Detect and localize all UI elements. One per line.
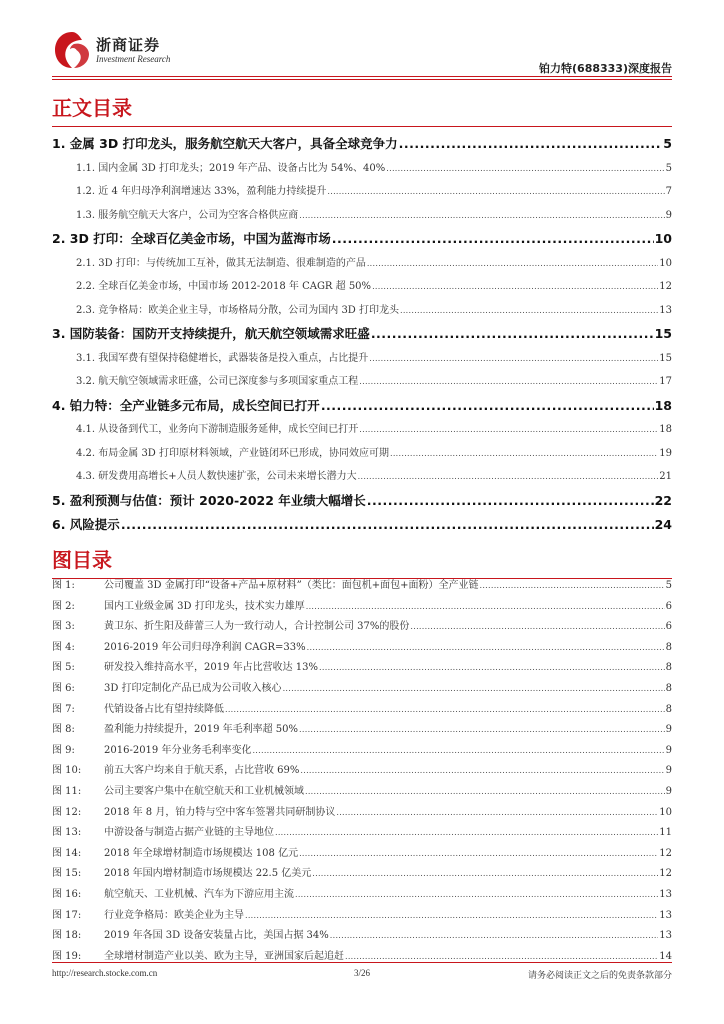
figure-label: 图 14: bbox=[52, 847, 82, 859]
figure-list-entry[interactable] bbox=[52, 597, 672, 618]
toc-heading bbox=[52, 92, 132, 121]
figure-caption: 黄卫东、折生阳及薛蕾三人为一致行动人，合计控制公司 37%的股份 bbox=[104, 621, 410, 633]
figure-entry-page: 8 bbox=[665, 682, 672, 694]
toc-section-entry[interactable] bbox=[52, 442, 672, 466]
figure-label: 图 3: bbox=[52, 621, 75, 633]
toc-heading-text: 正文目录 bbox=[52, 96, 132, 120]
toc-entry-page: 10 bbox=[654, 231, 672, 246]
figure-caption: 盈利能力持续提升，2019 年毛利率超 50% bbox=[104, 724, 299, 736]
toc-entry-title: 1.3. 服务航空航天大客户，公司为空客合格供应商 bbox=[76, 209, 299, 221]
figure-caption: 2018 年国内增材制造市场规模达 22.5 亿美元 bbox=[104, 868, 312, 880]
figure-entry-title bbox=[52, 823, 274, 844]
toc-leader-dots bbox=[371, 322, 654, 347]
toc-section-entry[interactable] bbox=[52, 370, 672, 394]
figure-label: 图 19: bbox=[52, 950, 82, 962]
figure-caption: 公司覆盖 3D 金属打印“设备+产品+原材料”（类比：面包机+面包+面粉）全产业链 bbox=[104, 580, 479, 591]
figure-entry-title bbox=[52, 844, 298, 865]
figure-entry-page: 9 bbox=[665, 744, 672, 756]
figure-label: 图 12: bbox=[52, 806, 82, 818]
figure-list-entry[interactable] bbox=[52, 679, 672, 700]
page-header bbox=[52, 30, 672, 80]
toc-entry-title: 4.1. 从设备到代工，业务向下游制造服务延伸，成长空间已打开 bbox=[76, 424, 359, 435]
toc-entry-title: 2. 3D 打印：全球百亿美金市场，中国为蓝海市场 bbox=[52, 231, 331, 246]
figure-label: 图 7: bbox=[52, 703, 75, 715]
toc-entry-title: 4.3. 研发费用高增长+人员人数快速扩张，公司未来增长潜力大 bbox=[76, 471, 357, 482]
toc-entry-page: 10 bbox=[659, 257, 672, 269]
figure-entry-title bbox=[52, 782, 304, 803]
figure-leader-dots bbox=[299, 720, 665, 741]
figure-entry-page: 13 bbox=[659, 909, 672, 921]
toc-leader-dots bbox=[332, 227, 654, 252]
figure-list-heading bbox=[52, 544, 112, 573]
figure-label: 图 4: bbox=[52, 641, 75, 653]
figure-entry-page: 5 bbox=[665, 580, 672, 591]
toc-entry-title: 2.1. 3D 打印：与传统加工互补，做其无法制造、很难制造的产品 bbox=[76, 257, 366, 269]
toc-section-entry[interactable] bbox=[52, 204, 672, 228]
figure-entry-page: 10 bbox=[659, 806, 672, 818]
figure-caption: 代销设备占比有望持续降低 bbox=[104, 703, 224, 715]
toc-entry-title: 3. 国防装备：国防开支持续提升，航天航空领域需求旺盛 bbox=[52, 326, 370, 341]
figure-list-entry[interactable] bbox=[52, 864, 672, 885]
figure-entry-title bbox=[52, 597, 305, 618]
toc-leader-dots bbox=[358, 465, 659, 489]
figure-entry-title bbox=[52, 803, 335, 824]
figure-list-entry[interactable] bbox=[52, 658, 672, 679]
figure-entry-page: 13 bbox=[659, 930, 672, 942]
toc-entry-title: 1. 金属 3D 打印龙头，服务航空航天大客户，具备全球竞争力 bbox=[52, 136, 398, 151]
toc-entry-title: 1.1. 国内金属 3D 打印龙头；2019 年产品、设备占比为 54%、40% bbox=[76, 162, 386, 174]
toc-entry-page: 12 bbox=[659, 281, 672, 292]
figure-caption: 前五大客户均来自于航天系，占比营收 69% bbox=[104, 765, 300, 777]
toc-section-entry[interactable] bbox=[52, 275, 672, 299]
toc-chapter-entry[interactable] bbox=[52, 513, 672, 538]
figure-list-entry[interactable] bbox=[52, 638, 672, 659]
brand-name-en: Investment Research bbox=[96, 54, 171, 64]
toc-chapter-entry[interactable] bbox=[52, 132, 672, 157]
toc-entry-page: 18 bbox=[659, 424, 672, 435]
toc-entry-page: 15 bbox=[659, 352, 672, 364]
toc-entry-page: 22 bbox=[654, 492, 672, 508]
toc-leader-dots bbox=[121, 513, 654, 538]
toc-section-entry[interactable] bbox=[52, 465, 672, 489]
footer-page-number: 3/26 bbox=[353, 968, 370, 978]
toc-entry-page: 5 bbox=[663, 136, 672, 151]
toc-section-entry[interactable] bbox=[52, 299, 672, 323]
figure-entry-page: 8 bbox=[665, 641, 672, 653]
figure-list-entry[interactable] bbox=[52, 720, 672, 741]
figure-list-entry[interactable] bbox=[52, 741, 672, 762]
figure-leader-dots bbox=[336, 803, 658, 824]
toc-section-entry[interactable] bbox=[52, 157, 672, 181]
figure-entry-page: 14 bbox=[659, 950, 672, 962]
figure-leader-dots bbox=[319, 658, 665, 679]
figure-entry-page: 6 bbox=[665, 600, 672, 612]
figure-entry-page: 12 bbox=[659, 868, 672, 880]
toc-leader-dots bbox=[299, 204, 664, 228]
figure-entry-title bbox=[52, 761, 299, 782]
figure-label: 图 17: bbox=[52, 909, 82, 921]
figure-label: 图 15: bbox=[52, 868, 82, 880]
figure-list-entry[interactable] bbox=[52, 761, 672, 782]
toc-entry-page: 13 bbox=[659, 304, 672, 316]
figure-list-entry[interactable] bbox=[52, 782, 672, 803]
figure-entry-title bbox=[52, 700, 224, 721]
toc-leader-dots bbox=[327, 180, 664, 204]
figure-list-entry[interactable] bbox=[52, 803, 672, 824]
toc-leader-dots bbox=[372, 275, 658, 299]
figure-caption: 研发投入维持高水平，2019 年占比营收达 13% bbox=[104, 662, 319, 674]
figure-caption: 全球增材制造产业以美、欧为主导，亚洲国家后起追赶 bbox=[104, 950, 344, 962]
figure-list-entry[interactable] bbox=[52, 576, 672, 597]
figure-list-entry[interactable] bbox=[52, 844, 672, 865]
figure-entry-title bbox=[52, 864, 311, 885]
figure-entry-title bbox=[52, 741, 251, 762]
figure-entry-title bbox=[52, 885, 294, 906]
figure-label: 图 11: bbox=[52, 785, 82, 797]
figure-leader-dots bbox=[225, 700, 665, 721]
figure-caption: 公司主要客户集中在航空航天和工业机械领域 bbox=[104, 785, 304, 797]
toc-entry-page: 17 bbox=[659, 376, 672, 387]
figure-label: 图 16: bbox=[52, 888, 82, 900]
figure-label: 图 9: bbox=[52, 744, 75, 756]
figure-list-heading-text: 图目录 bbox=[52, 548, 112, 572]
figure-entry-page: 9 bbox=[665, 765, 672, 777]
figure-caption: 中游设备与制造占据产业链的主导地位 bbox=[104, 827, 274, 839]
figure-label: 图 18: bbox=[52, 930, 82, 942]
toc-chapter-entry[interactable] bbox=[52, 489, 672, 514]
figure-entry-title bbox=[52, 926, 329, 947]
figure-entry-title bbox=[52, 617, 409, 638]
figure-entry-title bbox=[52, 576, 478, 597]
report-title: 铂力特(688333)深度报告 bbox=[539, 62, 672, 75]
figure-entry-page: 8 bbox=[665, 703, 672, 715]
figure-caption: 国内工业级金属 3D 打印龙头，技术实力雄厚 bbox=[104, 600, 305, 612]
toc-list bbox=[52, 132, 672, 538]
brand-name-cn: 浙商证券 bbox=[96, 36, 161, 54]
figure-leader-dots bbox=[312, 864, 658, 885]
toc-entry-title: 6. 风险提示 bbox=[52, 517, 120, 532]
toc-leader-dots bbox=[399, 132, 663, 157]
toc-section-entry[interactable] bbox=[52, 180, 672, 204]
toc-entry-title: 1.2. 近 4 年归母净利润增速达 33%，盈利能力持续提升 bbox=[76, 186, 327, 197]
figure-caption: 2018 年全球增材制造市场规模达 108 亿元 bbox=[104, 847, 299, 859]
toc-entry-title: 3.2. 航天航空领域需求旺盛，公司已深度参与多项国家重点工程 bbox=[76, 376, 359, 387]
toc-leader-dots bbox=[367, 489, 654, 514]
figure-caption: 航空航天、工业机械、汽车为下游应用主流 bbox=[104, 888, 294, 900]
figure-leader-dots bbox=[252, 741, 664, 762]
figure-entry-page: 11 bbox=[659, 827, 672, 839]
header-divider bbox=[52, 76, 672, 77]
figure-caption: 2016-2019 年分业务毛利率变化 bbox=[104, 744, 252, 756]
figure-entry-title bbox=[52, 638, 306, 659]
figure-list-entry[interactable] bbox=[52, 947, 672, 968]
toc-entry-title: 4. 铂力特：全产业链多元布局，成长空间已打开 bbox=[52, 397, 320, 413]
toc-entry-title: 2.2. 全球百亿美金市场，中国市场 2012-2018 年 CAGR 超 50% bbox=[76, 281, 372, 292]
toc-entry-page: 9 bbox=[665, 209, 672, 221]
figure-leader-dots bbox=[410, 617, 664, 638]
figure-leader-dots bbox=[283, 679, 665, 700]
toc-entry-title: 4.2. 布局金属 3D 打印原材料领域，产业链闭环已形成，协同效应可期 bbox=[76, 447, 389, 459]
toc-entry-page: 19 bbox=[659, 447, 672, 459]
footer-divider bbox=[52, 962, 672, 963]
figure-list bbox=[52, 576, 672, 967]
figure-entry-page: 12 bbox=[659, 847, 672, 859]
toc-leader-dots bbox=[359, 370, 658, 394]
figure-label: 图 10: bbox=[52, 765, 82, 777]
figure-entry-title bbox=[52, 720, 298, 741]
header-divider-thin bbox=[52, 79, 672, 80]
figure-leader-dots bbox=[479, 576, 664, 597]
figure-caption: 2018 年 8 月，铂力特与空中客车签署共同研制协议 bbox=[104, 806, 336, 818]
figure-caption: 2016-2019 年公司归母净利润 CAGR=33% bbox=[104, 641, 306, 653]
figure-label: 图 6: bbox=[52, 682, 75, 694]
figure-leader-dots bbox=[300, 761, 664, 782]
figure-entry-page: 9 bbox=[665, 724, 672, 736]
toc-chapter-entry[interactable] bbox=[52, 227, 672, 252]
figure-caption: 行业竞争格局：欧美企业为主导 bbox=[104, 909, 244, 921]
figure-entry-title bbox=[52, 679, 282, 700]
toc-entry-title: 2.3. 竞争格局：欧美企业主导，市场格局分散，公司为国内 3D 打印龙头 bbox=[76, 304, 399, 316]
toc-entry-page: 24 bbox=[654, 517, 672, 532]
figure-label: 图 5: bbox=[52, 662, 75, 674]
toc-leader-dots bbox=[367, 252, 658, 276]
figure-leader-dots bbox=[295, 885, 658, 906]
figure-list-entry[interactable] bbox=[52, 926, 672, 947]
figure-entry-title bbox=[52, 906, 244, 927]
figure-leader-dots bbox=[345, 947, 658, 968]
toc-entry-page: 5 bbox=[665, 162, 672, 174]
figure-list-entry[interactable] bbox=[52, 617, 672, 638]
toc-entry-page: 18 bbox=[654, 397, 672, 413]
figure-entry-title bbox=[52, 658, 318, 679]
figure-list-entry[interactable] bbox=[52, 700, 672, 721]
figure-leader-dots bbox=[275, 823, 658, 844]
figure-list-entry[interactable] bbox=[52, 885, 672, 906]
toc-entry-page: 15 bbox=[654, 326, 672, 341]
figure-entry-page: 13 bbox=[659, 888, 672, 900]
figure-entry-title bbox=[52, 947, 344, 968]
toc-leader-dots bbox=[359, 418, 658, 442]
figure-leader-dots bbox=[306, 597, 665, 618]
toc-leader-dots bbox=[369, 347, 658, 371]
figure-label: 图 2: bbox=[52, 600, 75, 612]
figure-leader-dots bbox=[245, 906, 658, 927]
toc-leader-dots bbox=[400, 299, 658, 323]
toc-leader-dots bbox=[386, 157, 664, 181]
toc-entry-page: 21 bbox=[659, 471, 672, 482]
figure-entry-page: 6 bbox=[665, 621, 672, 633]
figure-leader-dots bbox=[299, 844, 658, 865]
figure-leader-dots bbox=[305, 782, 665, 803]
toc-entry-title: 5. 盈利预测与估值：预计 2020-2022 年业绩大幅增长 bbox=[52, 492, 366, 508]
figure-list-entry[interactable] bbox=[52, 823, 672, 844]
figure-leader-dots bbox=[330, 926, 658, 947]
footer-disclaimer: 请务必阅读正文之后的免责条款部分 bbox=[527, 971, 672, 981]
figure-caption: 2019 年各国 3D 设备安装量占比，美国占据 34% bbox=[104, 930, 329, 942]
toc-heading-underline bbox=[52, 126, 672, 127]
figure-label: 图 13: bbox=[52, 827, 82, 839]
toc-leader-dots bbox=[321, 394, 654, 419]
toc-entry-page: 7 bbox=[665, 186, 672, 197]
footer-url[interactable]: http://research.stocke.com.cn bbox=[52, 968, 158, 978]
figure-entry-page: 8 bbox=[665, 662, 672, 674]
figure-caption: 3D 打印定制化产品已成为公司收入核心 bbox=[104, 682, 282, 694]
figure-leader-dots bbox=[307, 638, 665, 659]
toc-leader-dots bbox=[390, 442, 658, 466]
toc-entry-title: 3.1. 我国军费有望保持稳健增长，武器装备是投入重点，占比提升 bbox=[76, 352, 369, 364]
figure-label: 图 8: bbox=[52, 724, 75, 736]
toc-section-entry[interactable] bbox=[52, 347, 672, 371]
brand-logo-icon bbox=[52, 30, 92, 70]
toc-section-entry[interactable] bbox=[52, 252, 672, 276]
figure-list-entry[interactable] bbox=[52, 906, 672, 927]
figure-entry-page: 9 bbox=[665, 785, 672, 797]
toc-section-entry[interactable] bbox=[52, 418, 672, 442]
figure-label: 图 1: bbox=[52, 580, 75, 591]
toc-chapter-entry[interactable] bbox=[52, 394, 672, 419]
toc-chapter-entry[interactable] bbox=[52, 322, 672, 347]
